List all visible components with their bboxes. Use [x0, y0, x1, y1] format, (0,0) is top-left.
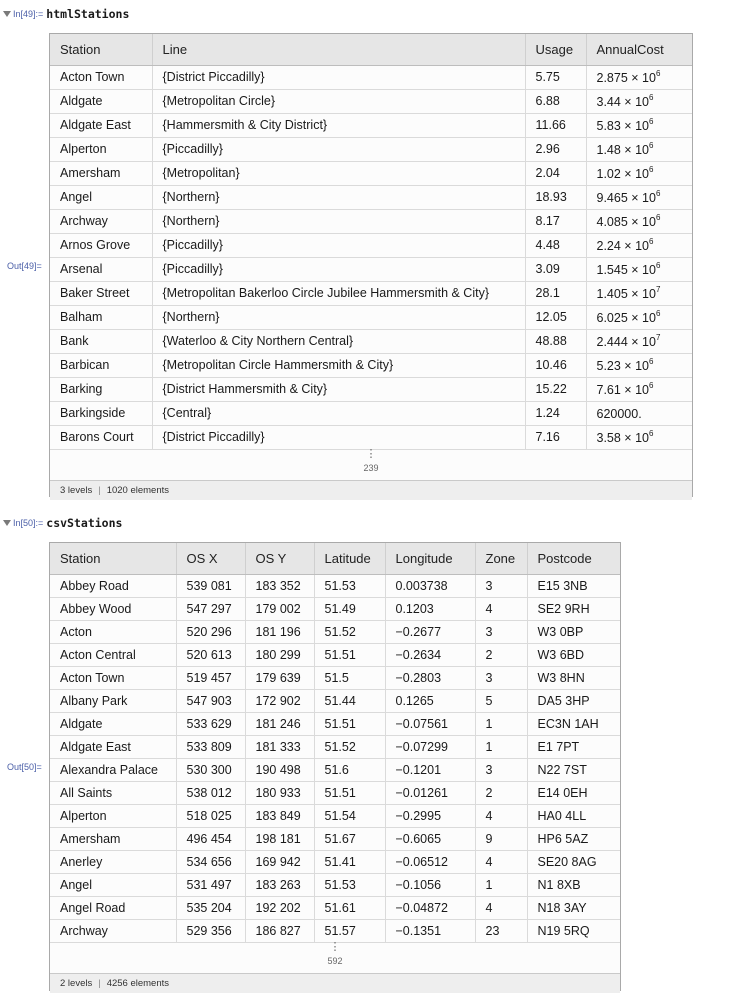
table-cell: 51.52 [314, 620, 385, 643]
table-cell: 190 498 [245, 758, 314, 781]
table-cell: 534 656 [176, 850, 245, 873]
table-cell: 3 [475, 666, 527, 689]
table-cell: 496 454 [176, 827, 245, 850]
table-cell: 3 [475, 620, 527, 643]
table-row [50, 257, 692, 281]
table-cell: 0.003738 [385, 574, 475, 597]
table-cell: 538 012 [176, 781, 245, 804]
table-cell: {Metropolitan Circle} [152, 89, 525, 113]
table-cell: 51.51 [314, 712, 385, 735]
table-row [50, 781, 620, 804]
table-cell: Archway [50, 209, 152, 233]
table-cell: 51.51 [314, 643, 385, 666]
table-row [50, 758, 620, 781]
table-cell: 539 081 [176, 574, 245, 597]
table-cell: HA0 4LL [527, 804, 620, 827]
table-cell: E15 3NB [527, 574, 620, 597]
column-header[interactable]: Usage [525, 34, 586, 65]
table-cell: N22 7ST [527, 758, 620, 781]
table-cell: 531 497 [176, 873, 245, 896]
table-row [50, 919, 620, 942]
cost-exponent: 6 [655, 189, 661, 198]
table-row [50, 850, 620, 873]
table-cell: 183 352 [245, 574, 314, 597]
table-cell: Abbey Road [50, 574, 176, 597]
table-cell: 51.52 [314, 735, 385, 758]
cost-mantissa: 6.025 × 10 [596, 311, 656, 325]
input-code[interactable]: csvStations [46, 516, 123, 530]
input-label: In[50]:= [13, 518, 44, 528]
table-cell: 183 849 [245, 804, 314, 827]
column-header[interactable]: OS Y [245, 543, 314, 574]
table-cell: 181 246 [245, 712, 314, 735]
table-cell [586, 89, 692, 113]
table-cell: −0.01261 [385, 781, 475, 804]
table-cell: 520 296 [176, 620, 245, 643]
output-dataset-panel [49, 33, 693, 497]
table-row [50, 574, 620, 597]
table-cell: {Northern} [152, 185, 525, 209]
cost-mantissa: 9.465 × 10 [596, 191, 656, 205]
table-cell: 1.24 [525, 401, 586, 425]
table-cell: SE2 9RH [527, 597, 620, 620]
table-cell: 535 204 [176, 896, 245, 919]
table-cell: 51.67 [314, 827, 385, 850]
table-cell: 198 181 [245, 827, 314, 850]
table-cell: 1 [475, 735, 527, 758]
table-row [50, 643, 620, 666]
table-row [50, 689, 620, 712]
table-cell: 4 [475, 804, 527, 827]
table-row [50, 712, 620, 735]
table-row [50, 185, 692, 209]
table-cell: 5 [475, 689, 527, 712]
table-cell: Bank [50, 329, 152, 353]
table-cell: Amersham [50, 827, 176, 850]
footer-levels: 3 levels [60, 484, 93, 496]
table-cell: 51.53 [314, 574, 385, 597]
cost-mantissa: 3.44 × 10 [596, 95, 649, 109]
table-cell: Alperton [50, 804, 176, 827]
table-cell: Baker Street [50, 281, 152, 305]
table-cell: {Metropolitan Circle Hammersmith & City} [152, 353, 525, 377]
table-row [50, 305, 692, 329]
table-row [50, 329, 692, 353]
table-cell: 4.48 [525, 233, 586, 257]
column-header[interactable]: Line [152, 34, 525, 65]
table-cell: 5.75 [525, 65, 586, 89]
table-cell: 6.88 [525, 89, 586, 113]
column-header[interactable]: Longitude [385, 543, 475, 574]
table-cell: Aldgate [50, 712, 176, 735]
table-row [50, 666, 620, 689]
table-cell: 51.49 [314, 597, 385, 620]
column-header[interactable]: Station [50, 34, 152, 65]
table-row [50, 377, 692, 401]
cost-mantissa: 620000. [596, 407, 642, 421]
cell-collapse-triangle-icon[interactable] [3, 520, 11, 526]
cost-exponent: 6 [655, 213, 661, 222]
table-row [50, 137, 692, 161]
table-cell [586, 281, 692, 305]
table-cell: 51.6 [314, 758, 385, 781]
table-cell: {District Hammersmith & City} [152, 377, 525, 401]
cost-exponent: 6 [648, 237, 654, 246]
column-header[interactable]: OS X [176, 543, 245, 574]
table-cell: 533 809 [176, 735, 245, 758]
table-cell: −0.2995 [385, 804, 475, 827]
table-cell: 51.51 [314, 781, 385, 804]
table-cell: 547 297 [176, 597, 245, 620]
table-cell: Anerley [50, 850, 176, 873]
table-cell: 12.05 [525, 305, 586, 329]
html-stations-table [50, 34, 692, 450]
table-row [50, 896, 620, 919]
table-cell: Barons Court [50, 425, 152, 449]
output-dataset-panel [49, 542, 621, 991]
cost-exponent: 6 [648, 117, 654, 126]
table-cell: 11.66 [525, 113, 586, 137]
column-header[interactable]: Zone [475, 543, 527, 574]
table-cell [586, 233, 692, 257]
table-cell: 51.57 [314, 919, 385, 942]
table-row [50, 209, 692, 233]
table-row [50, 113, 692, 137]
table-cell: 181 333 [245, 735, 314, 758]
table-cell [586, 161, 692, 185]
output-label: Out[49]= [7, 261, 42, 271]
cost-mantissa: 5.83 × 10 [596, 119, 649, 133]
table-cell: {District Piccadilly} [152, 65, 525, 89]
cost-mantissa: 4.085 × 10 [596, 215, 656, 229]
table-row [50, 804, 620, 827]
table-cell: 533 629 [176, 712, 245, 735]
table-cell [586, 377, 692, 401]
table-cell: 179 639 [245, 666, 314, 689]
table-row [50, 873, 620, 896]
table-cell: Acton Town [50, 666, 176, 689]
footer-elements: 4256 elements [106, 977, 170, 989]
table-cell: 4 [475, 896, 527, 919]
cost-exponent: 6 [655, 309, 661, 318]
table-cell: 51.53 [314, 873, 385, 896]
table-cell: 2.96 [525, 137, 586, 161]
cost-mantissa: 2.24 × 10 [596, 239, 649, 253]
table-cell: 192 202 [245, 896, 314, 919]
cell-collapse-triangle-icon[interactable] [3, 11, 11, 17]
table-cell: All Saints [50, 781, 176, 804]
column-header[interactable]: AnnualCost [586, 34, 692, 65]
cost-mantissa: 5.23 × 10 [596, 359, 649, 373]
cost-exponent: 6 [648, 357, 654, 366]
cost-mantissa: 1.545 × 10 [596, 263, 656, 277]
table-row [50, 827, 620, 850]
table-cell [586, 209, 692, 233]
table-cell: E1 7PT [527, 735, 620, 758]
table-cell: SE20 8AG [527, 850, 620, 873]
table-cell [586, 305, 692, 329]
table-cell: 180 933 [245, 781, 314, 804]
cost-exponent: 6 [655, 69, 661, 78]
table-cell: Alexandra Palace [50, 758, 176, 781]
table-cell: Barkingside [50, 401, 152, 425]
table-cell: 2.04 [525, 161, 586, 185]
table-cell: {Central} [152, 401, 525, 425]
cost-exponent: 6 [648, 93, 654, 102]
table-cell: 4 [475, 850, 527, 873]
cost-exponent: 6 [648, 165, 654, 174]
table-cell: {Waterloo & City Northern Central} [152, 329, 525, 353]
table-cell: 181 196 [245, 620, 314, 643]
table-cell: 518 025 [176, 804, 245, 827]
table-cell: Aldgate [50, 89, 152, 113]
table-cell: 7.16 [525, 425, 586, 449]
cost-exponent: 6 [648, 141, 654, 150]
table-cell: 15.22 [525, 377, 586, 401]
table-cell [586, 425, 692, 449]
table-cell: Acton [50, 620, 176, 643]
table-cell: N18 3AY [527, 896, 620, 919]
elided-rows-indicator[interactable]: ⋮ 239 [50, 450, 692, 480]
table-cell: N19 5RQ [527, 919, 620, 942]
table-cell: 529 356 [176, 919, 245, 942]
table-cell: 10.46 [525, 353, 586, 377]
table-cell: 51.61 [314, 896, 385, 919]
table-cell: −0.1351 [385, 919, 475, 942]
output-label: Out[50]= [7, 762, 42, 772]
table-cell: Arsenal [50, 257, 152, 281]
table-cell [586, 137, 692, 161]
table-cell: Archway [50, 919, 176, 942]
table-cell: 0.1265 [385, 689, 475, 712]
table-cell: W3 8HN [527, 666, 620, 689]
table-row [50, 597, 620, 620]
table-row [50, 425, 692, 449]
table-row [50, 161, 692, 185]
column-header[interactable]: Postcode [527, 543, 620, 574]
table-row [50, 281, 692, 305]
table-cell: Angel [50, 873, 176, 896]
input-label: In[49]:= [13, 9, 44, 19]
column-header[interactable]: Station [50, 543, 176, 574]
table-cell: {District Piccadilly} [152, 425, 525, 449]
table-cell: {Metropolitan} [152, 161, 525, 185]
table-cell: Angel [50, 185, 152, 209]
input-cell-1[interactable] [0, 6, 129, 22]
cost-exponent: 7 [655, 285, 661, 294]
table-cell: {Piccadilly} [152, 233, 525, 257]
table-cell: −0.2803 [385, 666, 475, 689]
table-cell: {Hammersmith & City District} [152, 113, 525, 137]
cost-exponent: 6 [655, 261, 661, 270]
cost-mantissa: 7.61 × 10 [596, 383, 649, 397]
table-cell: 3 [475, 574, 527, 597]
table-cell [586, 401, 692, 425]
table-cell: E14 0EH [527, 781, 620, 804]
csv-stations-table [50, 543, 620, 943]
footer-elements: 1020 elements [106, 484, 170, 496]
table-cell: Barking [50, 377, 152, 401]
table-cell: −0.04872 [385, 896, 475, 919]
table-cell: Albany Park [50, 689, 176, 712]
table-cell: 179 002 [245, 597, 314, 620]
dataset-footer: 2 levels | 4256 elements [50, 973, 620, 993]
cost-exponent: 6 [648, 429, 654, 438]
footer-levels: 2 levels [60, 977, 93, 989]
table-cell: {Northern} [152, 209, 525, 233]
table-cell: 48.88 [525, 329, 586, 353]
table-cell: 183 263 [245, 873, 314, 896]
input-code[interactable]: htmlStations [46, 7, 130, 21]
table-cell: {Piccadilly} [152, 257, 525, 281]
table-cell: 51.54 [314, 804, 385, 827]
table-cell: Amersham [50, 161, 152, 185]
table-cell: 2 [475, 781, 527, 804]
table-cell: 51.44 [314, 689, 385, 712]
table-cell: 180 299 [245, 643, 314, 666]
table-cell: W3 0BP [527, 620, 620, 643]
cost-mantissa: 1.405 × 10 [596, 287, 656, 301]
table-row [50, 89, 692, 113]
table-cell: 186 827 [245, 919, 314, 942]
table-cell: 530 300 [176, 758, 245, 781]
table-cell: Alperton [50, 137, 152, 161]
table-cell: Barbican [50, 353, 152, 377]
table-cell: −0.6065 [385, 827, 475, 850]
table-cell: HP6 5AZ [527, 827, 620, 850]
cost-mantissa: 2.875 × 10 [596, 71, 656, 85]
cost-exponent: 6 [648, 381, 654, 390]
input-cell-2[interactable] [0, 515, 122, 531]
table-cell: 169 942 [245, 850, 314, 873]
table-cell: Acton Central [50, 643, 176, 666]
table-cell: −0.07299 [385, 735, 475, 758]
table-cell: 18.93 [525, 185, 586, 209]
table-cell: 3.09 [525, 257, 586, 281]
table-cell: Balham [50, 305, 152, 329]
table-cell: 23 [475, 919, 527, 942]
table-cell: −0.1201 [385, 758, 475, 781]
table-cell: 51.5 [314, 666, 385, 689]
table-cell: −0.2677 [385, 620, 475, 643]
table-cell: {Northern} [152, 305, 525, 329]
table-cell [586, 329, 692, 353]
table-cell: 519 457 [176, 666, 245, 689]
table-cell: 3 [475, 758, 527, 781]
dataset-footer: 3 levels | 1020 elements [50, 480, 692, 500]
table-cell [586, 257, 692, 281]
table-cell: W3 6BD [527, 643, 620, 666]
table-cell: 172 902 [245, 689, 314, 712]
table-cell: −0.2634 [385, 643, 475, 666]
table-cell: −0.06512 [385, 850, 475, 873]
table-cell: −0.07561 [385, 712, 475, 735]
table-cell: 9 [475, 827, 527, 850]
table-cell: EC3N 1AH [527, 712, 620, 735]
table-cell: {Metropolitan Bakerloo Circle Jubilee Hammersmith & City} [152, 281, 525, 305]
table-row [50, 401, 692, 425]
table-cell: 2 [475, 643, 527, 666]
elided-count: 239 [363, 462, 379, 473]
table-cell [586, 65, 692, 89]
table-cell: {Piccadilly} [152, 137, 525, 161]
table-cell: 520 613 [176, 643, 245, 666]
table-row [50, 735, 620, 758]
column-header[interactable]: Latitude [314, 543, 385, 574]
cost-mantissa: 1.02 × 10 [596, 167, 649, 181]
cost-mantissa: 1.48 × 10 [596, 143, 649, 157]
table-row [50, 353, 692, 377]
table-cell [586, 353, 692, 377]
table-cell: 547 903 [176, 689, 245, 712]
cost-mantissa: 3.58 × 10 [596, 431, 649, 445]
table-cell: Aldgate East [50, 113, 152, 137]
table-cell: N1 8XB [527, 873, 620, 896]
table-cell: Angel Road [50, 896, 176, 919]
table-cell: 1 [475, 712, 527, 735]
cost-exponent: 7 [655, 333, 661, 342]
table-cell: −0.1056 [385, 873, 475, 896]
table-cell: 51.41 [314, 850, 385, 873]
elided-rows-indicator[interactable]: ⋮ 592 [50, 943, 620, 973]
table-row [50, 233, 692, 257]
cost-mantissa: 2.444 × 10 [596, 335, 656, 349]
table-row [50, 620, 620, 643]
table-cell: Acton Town [50, 65, 152, 89]
table-cell [586, 113, 692, 137]
table-cell: 8.17 [525, 209, 586, 233]
table-cell: Abbey Wood [50, 597, 176, 620]
table-cell [586, 185, 692, 209]
table-cell: Arnos Grove [50, 233, 152, 257]
table-row [50, 65, 692, 89]
table-cell: 4 [475, 597, 527, 620]
table-cell: Aldgate East [50, 735, 176, 758]
table-cell: 28.1 [525, 281, 586, 305]
table-cell: DA5 3HP [527, 689, 620, 712]
elided-count: 592 [327, 955, 343, 966]
table-cell: 1 [475, 873, 527, 896]
table-cell: 0.1203 [385, 597, 475, 620]
